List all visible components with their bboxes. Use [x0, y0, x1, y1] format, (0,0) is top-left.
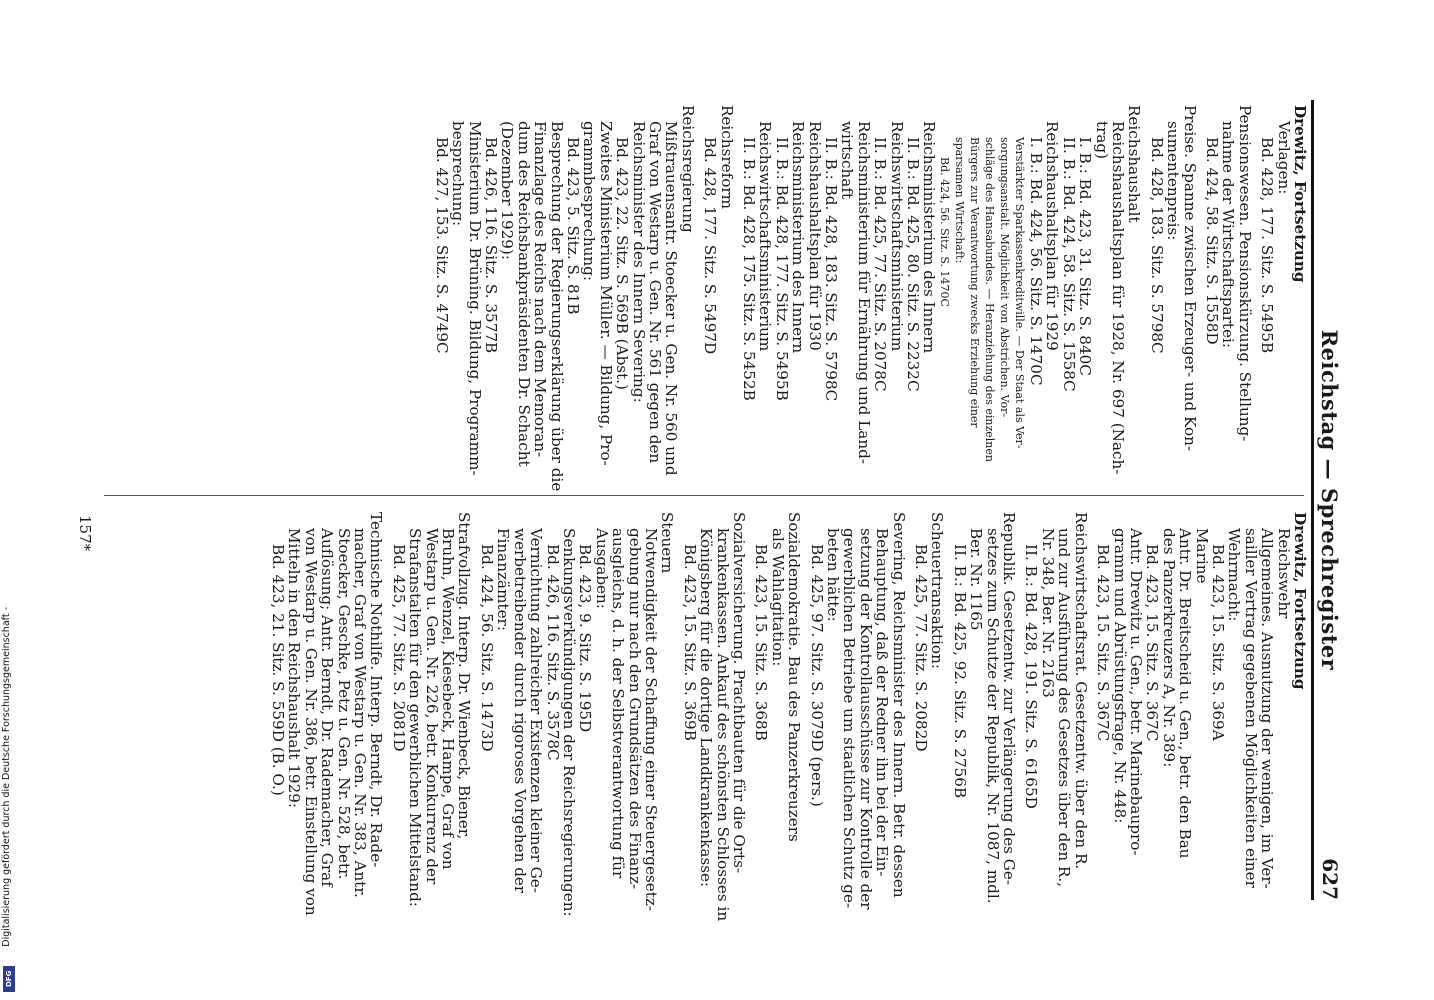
register-line: Senkungsverkündigungen der Reichsregierungen:	[559, 528, 578, 917]
register-line: Mitteln in den Reichshaushalt 1929:	[285, 528, 304, 809]
register-line: (Dezember 1929):	[498, 121, 517, 260]
register-line: Allgemeines. Ausnutzung der wenigen, im Ver-	[1258, 528, 1277, 889]
register-line: setzung der Kontrollausschüsse zur Kontrolle der	[856, 528, 875, 910]
register-line: Reichswirtschaftsrat. Gesetzentw. über den R.	[1071, 512, 1090, 870]
register-line: Reichsreform	[717, 105, 736, 210]
register-line: Scheuertransaktion:	[928, 512, 947, 669]
register-line: schläge des Hansabundes. — Heranziehung des einzelnen	[983, 137, 997, 462]
register-line: Severing, Reichsminister des Innern. Betr. dessen	[889, 512, 908, 898]
register-line: Ber. Nr. 1165	[967, 528, 986, 631]
register-line: Nr. 348, Ber. Nr. 2163	[1038, 528, 1057, 698]
register-line: sailler Vertrag gegebenen Möglichkeiten einer	[1241, 528, 1260, 888]
register-line: I. B.: Bd. 423, 31. Sitz. S. 840C	[1076, 137, 1095, 376]
page-marker: 157*	[76, 515, 94, 552]
register-line: Wehrmacht:	[1225, 528, 1244, 622]
register-line: Stoecker, Geschke, Petz u. Gen. Nr. 528, betr.	[334, 528, 353, 880]
register-line: Bd. 423, 21. Sitz. S. 559D (B. O.)	[269, 544, 288, 796]
register-line: II. B.: Bd. 428, 183. Sitz. S. 5798C	[822, 137, 841, 402]
register-line: Sozialdemokratie. Bau des Panzerkreuzers	[785, 512, 804, 842]
register-line: Bd. 424, 58. Sitz. S. 1558D	[1202, 137, 1221, 345]
register-line: Bd. 428, 177. Sitz. S. 5495B	[1258, 137, 1277, 354]
register-line: Bd. 423, 15. Sitz. S. 369A	[1208, 544, 1227, 741]
register-line: Verlagen:	[1274, 121, 1293, 195]
register-line: Bürgers zur Verantwortung zwecks Erziehung einer	[968, 137, 982, 428]
register-line: Königsberg für die dortige Landkrankenkasse:	[697, 528, 716, 888]
register-line: Notwendigkeit der Schaffung einer Steuergesetz-	[641, 528, 660, 911]
register-line: Bd. 424, 56. Sitz. S. 1473D	[477, 544, 496, 752]
page-number: 627	[1318, 858, 1342, 900]
dfg-logo: DFG	[3, 966, 15, 992]
register-line: Zweites Ministerium Müller. — Bildung, Pro-	[596, 121, 615, 466]
page-header	[1317, 100, 1342, 900]
page-title: Reichstag — Sprechregister	[1317, 329, 1342, 671]
register-line: II. B.: Bd. 425, 92. Sitz. S. 2756B	[950, 544, 969, 799]
register-line: Vernichtung zahlreicher Existenzen kleiner Ge-	[527, 528, 546, 893]
register-line: Finanzämter:	[494, 528, 513, 631]
register-line: II. B.: Bd. 424, 58. Sitz. S. 1558C	[1059, 137, 1078, 392]
register-line: Reichshaushalt	[1125, 105, 1144, 223]
register-line: beten hätte:	[824, 528, 843, 622]
register-line: wirtschaft	[838, 121, 857, 200]
register-line: Bd. 423, 9. Sitz. S. 195D	[576, 544, 595, 733]
register-line: sparsamen Wirtschaft:	[953, 137, 967, 264]
register-line: Bd. 427, 153. Sitz. S. 4749C	[432, 137, 451, 354]
register-line: Bd. 423, 15. Sitz. S. 367C	[1143, 544, 1162, 742]
register-line: Steuern	[658, 512, 677, 574]
register-line: Reichsministerium des Innern	[789, 121, 808, 354]
register-line: Reichsministerium für Ernährung und Land-	[854, 121, 873, 464]
register-line: Reichswehr	[1274, 528, 1293, 619]
register-line: trag)	[1092, 121, 1111, 160]
register-line: Auflösung; Antr. Berndt, Dr. Rademacher, Graf	[318, 528, 337, 887]
register-line: dum des Reichsbankpräsidenten Dr. Schacht	[514, 121, 533, 467]
register-line: Ministerium Dr. Brüning. Bildung, Programm-	[465, 121, 484, 476]
register-line: Pensionswesen. Pensionskürzung. Stellung-	[1235, 105, 1254, 442]
register-line: gebung nur nach den Grundsätzen des Finanz-	[625, 528, 644, 890]
register-line: Bd. 426, 116. Sitz. S. 3577B	[481, 137, 500, 354]
register-line: II. B.: Bd. 425, 77. Sitz. S. 2078C	[871, 137, 890, 392]
right-column	[269, 512, 1309, 922]
register-line: Bd. 423, 15. Sitz. S. 368B	[752, 544, 771, 741]
register-line: Strafanstalten für den gewerblichen Mittelstand:	[406, 528, 425, 907]
register-line: Reichswirtschaftsministerium	[887, 121, 906, 352]
register-line: Antr. Drewitz u. Gen., betr. Marinebaupro-	[1126, 528, 1145, 856]
register-line: Besprechung der Regierungserklärung über die	[547, 121, 566, 492]
column-divider	[104, 495, 1304, 496]
register-line: Antr. Dr. Breitscheid u. Gen., betr. den Bau	[1176, 528, 1195, 859]
register-line: Republik. Gesetzentw. zur Verlängerung des Ge-	[1000, 512, 1019, 886]
register-line: Strafvollzug. Interp. Dr. Wienbeck, Biener,	[455, 512, 474, 840]
register-line: Bd. 423, 5. Sitz. S. 81B	[563, 137, 582, 315]
register-line: II. B.: Bd. 428, 175. Sitz. S. 5452B	[740, 137, 759, 401]
register-line: Reichsministerium des Innern	[920, 121, 939, 354]
register-line: Reichsminister des Innern Severing:	[629, 121, 648, 403]
register-line: Reichshaushaltsplan für 1930	[805, 121, 824, 351]
header-rule	[1311, 100, 1314, 900]
left-column	[432, 105, 1309, 492]
column-heading: Drewitz, Fortsetzung	[1291, 105, 1309, 283]
register-line: setzes zum Schutze der Republik, Nr. 1087, mdl.	[983, 528, 1002, 904]
register-line: Westarp u. Gen. Nr. 226, betr. Konkurrenz der	[422, 528, 441, 885]
register-line: Bruhn, Wenzel, Kiesebeck, Hampe, Graf von	[439, 528, 458, 870]
register-line: Bd. 423, 15. Sitz. S. 367C	[1094, 544, 1113, 742]
register-line: I. B.: Bd. 424, 56. Sitz. S. 1470C	[1026, 137, 1045, 386]
register-line: Finanzlage des Reichs nach dem Memoran-	[531, 121, 550, 458]
register-line: macher, Graf von Westarp u. Gen. Nr. 383, Antr.	[351, 528, 370, 898]
register-line: Reichshaushaltsplan für 1928, Nr. 697 (Nach-	[1108, 121, 1127, 475]
register-line: Sozialversicherung. Prachtbauten für die Orts-	[730, 512, 748, 874]
register-line: als Wahlagitation:	[768, 528, 787, 667]
register-line: Bd. 428, 177. Sitz. S. 5497D	[701, 137, 720, 355]
register-line: Behauptung, daß der Redner ihn bei der Ein-	[873, 528, 892, 877]
register-line: nahme der Wirtschaftspartei:	[1219, 121, 1238, 348]
register-line: Bd. 426, 116. Sitz. S. 3578C	[543, 544, 562, 761]
register-line: Ausgaben:	[592, 528, 611, 609]
register-line: Bd. 425, 77. Sitz. S. 2082D	[912, 544, 931, 752]
register-line: sumentenpreis:	[1164, 121, 1183, 241]
digitization-note: Digitalisierung gefördert durch die Deutsche Forschungsgemeinschaft -	[1, 607, 12, 947]
register-line: von Westarp u. Gen. Nr. 386, betr. Einstellung von	[301, 528, 320, 916]
register-line: grammbesprechung:	[580, 121, 599, 282]
register-line: besprechung:	[449, 121, 468, 227]
register-line: Verstärkter Sparkassenkreditwille. — Der Staat als Ver-	[1013, 137, 1027, 449]
register-line: Reichsregierung	[678, 105, 697, 233]
register-line: Bd. 423, 22. Sitz. S. 569B (Abst.)	[613, 137, 632, 390]
register-line: sorgungsanstalt. Möglichkeit von Abstrichen. Vor-	[998, 137, 1012, 418]
register-line: Bd. 428, 183. Sitz. S. 5798C	[1147, 137, 1166, 354]
register-line: Bd. 423, 15. Sitz. S. 369B	[680, 544, 699, 741]
register-line: werbetreibender durch rigoroses Vorgehen der	[510, 528, 529, 894]
register-line: Technische Nothilfe. Interp. Berndt, Dr. Rade-	[367, 512, 386, 868]
register-line: Bd. 425, 77. Sitz. S. 2081D	[389, 544, 408, 752]
register-line: Reichswirtschaftsministerium	[756, 121, 775, 352]
register-line: Reichshaushaltsplan für 1929	[1043, 121, 1062, 351]
register-line: Bd. 424, 56. Sitz. S. 1470C	[938, 157, 952, 307]
register-line: und zur Ausführung des Gesetzes über den R.,	[1055, 528, 1074, 888]
register-line: II. B.: Bd. 428, 191. Sitz. S. 6165D	[1022, 544, 1041, 809]
register-line: Graf von Westarp u. Gen. Nr. 561 gegen den	[646, 121, 664, 464]
register-line: Bd. 425, 97. Sitz. S. 3079D (pers.)	[807, 544, 826, 807]
register-line: II. B.: Bd. 428, 177. Sitz. S. 5495B	[772, 137, 791, 401]
register-line: Mißtrauensantr. Stoecker u. Gen. Nr. 560 und	[662, 121, 681, 476]
register-line: II. B.: Bd. 425, 80. Sitz. S. 2232C	[904, 137, 923, 392]
register-line: des Panzerkreuzers A, Nr. 389:	[1159, 528, 1178, 768]
register-line: krankenkassen. Ankauf des schönsten Schlosses in	[713, 528, 732, 922]
register-line: gramm und Abrüstungsfrage, Nr. 448:	[1110, 528, 1129, 824]
column-heading: Drewitz, Fortsetzung	[1291, 512, 1309, 690]
register-line: Marine	[1192, 528, 1211, 584]
register-line: ausgleichs, d. h. der Selbstverantwortung für	[609, 528, 628, 879]
register-line: gewerblichen Betriebe um staatlichen Schutz ge-	[840, 528, 859, 909]
register-line: Preise. Spanne zwischen Erzeuger- und Kon-	[1180, 105, 1199, 452]
